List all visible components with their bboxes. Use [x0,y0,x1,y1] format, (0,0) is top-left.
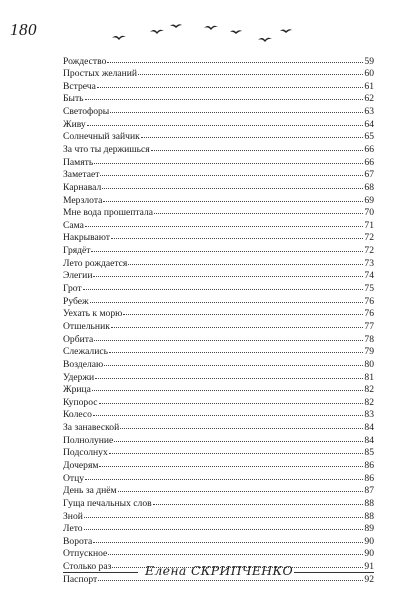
dot-leader [111,326,364,328]
dot-leader [111,237,363,239]
dot-leader [90,301,364,303]
toc-entry-page-number: 72 [364,245,374,257]
toc-entry-page-number: 59 [364,55,374,67]
dot-leader [93,275,363,277]
toc-entry-page-number: 75 [364,283,374,295]
dot-leader [128,263,363,265]
toc-entry-title: Удержи [63,371,95,383]
toc-entry [63,68,374,81]
toc-entry-page-number: 70 [364,207,374,219]
toc-entry-page-number: 66 [364,143,374,155]
toc-entry [63,536,374,549]
toc-entry [63,460,374,473]
toc-entry [63,220,374,233]
toc-entry-title: Колесо [63,409,92,421]
dot-leader [107,61,363,63]
dot-leader [97,86,364,88]
bird-icon [280,29,292,33]
toc-entry-title: Грот [63,283,82,295]
toc-entry-title: Отцу [63,472,85,484]
toc-entry-title: Купорос [63,396,98,408]
toc-entry-page-number: 89 [364,523,374,535]
toc-entry-page-number: 77 [364,320,374,332]
dot-leader [83,288,364,290]
toc-entry-title: Подсолнух [63,447,108,459]
toc-entry-title: Живу [63,118,86,130]
bird-icon [204,26,218,30]
toc-entry [63,56,374,69]
toc-entry-page-number: 82 [364,396,374,408]
toc-entry-title: За занавеской [63,422,120,434]
footer-rule [63,572,138,573]
dot-leader [85,478,363,480]
toc-entry-page-number: 65 [364,131,374,143]
toc-entry-title: Возделаю [63,358,104,370]
toc-entry-title: Мерзлота [63,194,103,206]
toc-entry-page-number: 69 [364,194,374,206]
toc-entry [63,169,374,182]
toc-entry-page-number: 73 [364,257,374,269]
toc-entry-title: Зной [63,510,83,522]
toc-entry [63,397,374,410]
toc-entry-title: Столько раз [63,561,112,573]
toc-entry [63,523,374,536]
author-name: Елена СКРИПЧЕНКО [145,563,294,578]
dot-leader [104,364,363,366]
dot-leader [94,162,363,164]
toc-entry-page-number: 68 [364,181,374,193]
toc-entry-page-number: 67 [364,169,374,181]
toc-entry [63,131,374,144]
toc-entry-title: Память [63,156,94,168]
dot-leader [93,414,363,416]
toc-entry-page-number: 79 [364,346,374,358]
dot-leader [87,124,364,126]
toc-entry-title: Лето [63,523,83,535]
toc-entry [63,346,374,359]
dot-leader [84,528,364,530]
toc-entry-page-number: 85 [364,447,374,459]
dot-leader [85,225,363,227]
dot-leader [103,200,363,202]
toc-entry [63,359,374,372]
dot-leader [94,339,363,341]
dot-leader [95,377,363,379]
dot-leader [109,351,363,353]
dot-leader [154,212,363,214]
dot-leader [120,427,363,429]
dot-leader [91,250,363,252]
dot-leader [85,98,364,100]
toc-entry [63,334,374,347]
toc-entry-page-number: 84 [364,434,374,446]
dot-leader [123,313,363,315]
dot-leader [109,452,364,454]
toc-entry-title: Мне вода прошептала [63,207,154,219]
toc-entry-page-number: 72 [364,232,374,244]
toc-entry [63,384,374,397]
toc-entry [63,157,374,170]
bird-icon [230,30,242,34]
toc-entry [63,119,374,132]
toc-entry-title: Орбита [63,333,94,345]
toc-entry-page-number: 80 [364,358,374,370]
toc-entry [63,409,374,422]
bird-icon [170,24,182,28]
toc-entry-page-number: 60 [364,68,374,80]
dot-leader [93,541,363,543]
toc-entry-page-number: 84 [364,422,374,434]
toc-entry-title: Заметает [63,169,100,181]
toc-entry-page-number: 91 [364,561,374,573]
toc-entry-title: Паспорт [63,573,98,585]
toc-entry-page-number: 64 [364,118,374,130]
toc-entry [63,435,374,448]
toc-entry [63,447,374,460]
toc-entry-page-number: 88 [364,497,374,509]
toc-entry-page-number: 81 [364,371,374,383]
toc-entry [63,473,374,486]
toc-entry [63,422,374,435]
toc-entry-title: Уехать к морю [63,308,123,320]
toc-entry-page-number: 62 [364,93,374,105]
dot-leader [141,136,364,138]
toc-entry-title: Ворота [63,535,93,547]
toc-entry-page-number: 78 [364,333,374,345]
toc-entry [63,207,374,220]
dot-leader [114,440,363,442]
dot-leader [84,516,364,518]
toc-entry-page-number: 86 [364,460,374,471]
dot-leader [99,465,363,467]
toc-entry-title: Отпускное [63,548,108,560]
toc-entry-title: Полнолуние [63,434,114,446]
toc-entry-page-number: 86 [364,472,374,484]
toc-entry [63,258,374,271]
toc-entry-title: Накрывают [63,232,110,244]
toc-entry-page-number: 90 [364,535,374,547]
toc-entry-page-number: 87 [364,485,374,497]
toc-entry [63,321,374,334]
table-of-contents [63,56,374,587]
toc-entry-title: Карнавал [63,181,102,193]
dot-leader [151,149,364,151]
dot-leader [118,490,364,492]
toc-entry [63,93,374,106]
toc-entry-title: Слежались [63,346,108,358]
toc-entry [63,296,374,309]
bird-icon [112,36,126,40]
toc-entry [63,182,374,195]
toc-entry-title: Элегии [63,270,93,282]
toc-entry-page-number: 90 [364,548,374,560]
flying-birds-illustration [108,20,298,46]
toc-entry-title: Сама [63,219,84,231]
dot-leader [138,73,363,75]
toc-entry [63,245,374,258]
toc-entry-title: Гуща печальных слов [63,497,152,509]
dot-leader [110,111,363,113]
toc-entry-title: Солнечный зайчик [63,131,140,143]
toc-entry-title: Отшельник [63,320,110,332]
toc-entry-page-number: 82 [364,384,374,396]
toc-entry-page-number: 63 [364,106,374,118]
toc-entry [63,498,374,511]
toc-entry-page-number: 66 [364,156,374,168]
toc-entry [63,81,374,94]
toc-entry-title: Жрица [63,384,91,396]
toc-entry-page-number: 76 [364,308,374,320]
toc-entry-title: Простых желаний [63,68,138,80]
toc-entry-title: Лето рождается [63,257,128,269]
toc-entry-page-number: 92 [364,573,374,585]
toc-entry [63,144,374,157]
dot-leader [92,389,363,391]
toc-entry-title: Рождество [63,55,107,67]
toc-entry [63,195,374,208]
toc-entry [63,372,374,385]
dot-leader [99,402,364,404]
dot-leader [153,503,364,505]
page-footer [63,562,374,582]
dot-leader [108,553,363,555]
toc-entry-title: За что ты держишься [63,143,150,155]
toc-entry [63,548,374,561]
bird-icon [150,30,164,34]
toc-entry-title: Встреча [63,80,96,92]
toc-entry [63,106,374,119]
toc-entry-page-number: 76 [364,295,374,307]
toc-entry-title: Светофоры [63,106,110,118]
toc-entry-title: Рубеж [63,295,89,307]
toc-entry-page-number: 74 [364,270,374,282]
toc-entry-title: Грядёт [63,245,91,257]
dot-leader [100,174,363,176]
toc-entry-title: Быть [63,93,84,105]
toc-entry-page-number: 61 [364,80,374,92]
toc-entry [63,270,374,283]
toc-entry-title: День за днём [63,485,117,497]
toc-entry-page-number: 88 [364,510,374,522]
footer-rule [294,572,374,573]
toc-entry [63,511,374,524]
toc-entry [63,232,374,245]
toc-entry-title: Дочерям [63,460,99,471]
toc-entry [63,283,374,296]
toc-entry-page-number: 83 [364,409,374,421]
toc-entry [63,308,374,321]
page-number: 180 [10,20,37,39]
toc-entry [63,485,374,498]
bird-icon [258,38,272,42]
toc-entry-page-number: 71 [364,219,374,231]
dot-leader [102,187,363,189]
